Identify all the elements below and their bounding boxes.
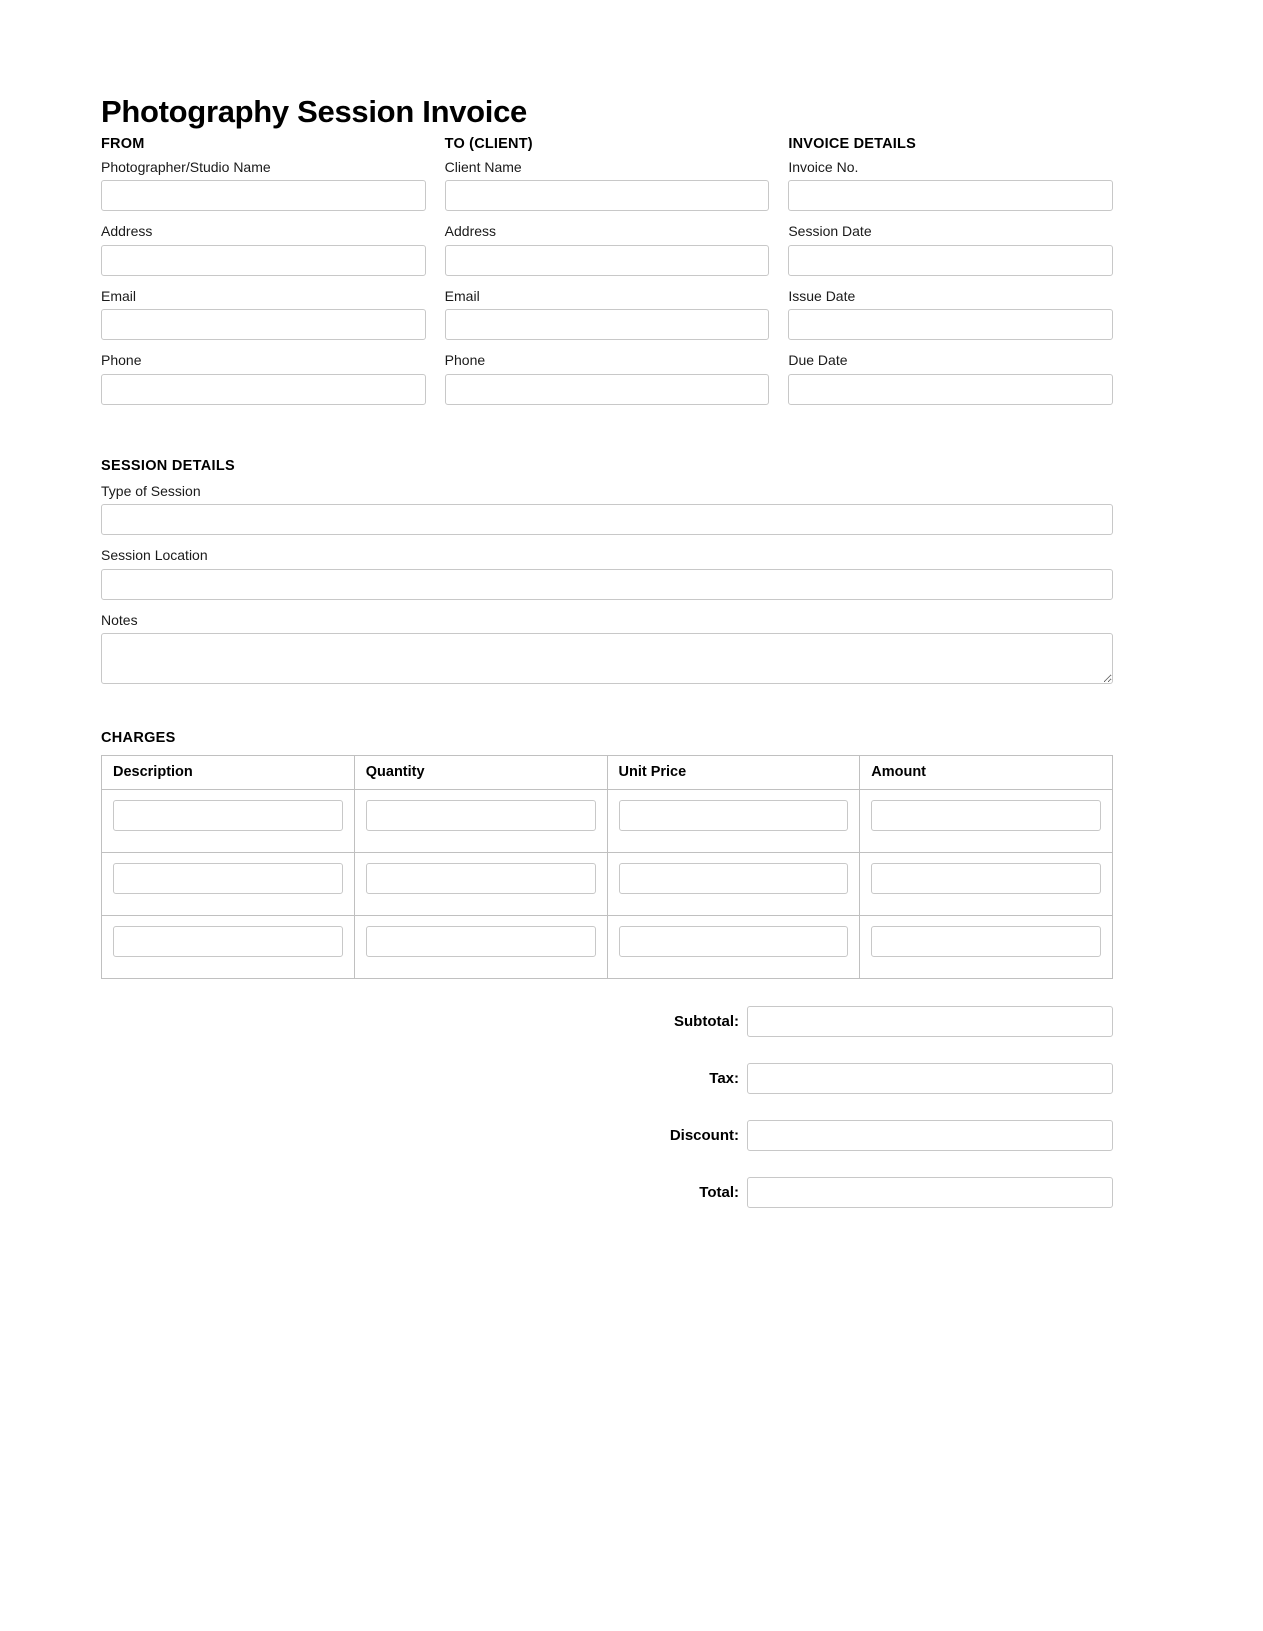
- cell-amount: [860, 916, 1113, 979]
- session-location-input[interactable]: [101, 569, 1113, 600]
- charge-amount-input-2[interactable]: [871, 863, 1101, 894]
- invoice-field-number: [788, 159, 1113, 212]
- to-client-column: [445, 136, 770, 417]
- total-row-discount: [101, 1120, 1113, 1151]
- from-column: [101, 136, 426, 417]
- cell-unit-price: [607, 853, 860, 916]
- issue-date-input[interactable]: [788, 309, 1113, 340]
- charges-section: [101, 730, 1113, 979]
- from-email-input[interactable]: [101, 309, 426, 340]
- invoice-field-due-date: [788, 352, 1113, 405]
- charge-amount-input-1[interactable]: [871, 800, 1101, 831]
- client-field-phone: [445, 352, 770, 405]
- table-row: [102, 916, 1113, 979]
- client-address-input[interactable]: [445, 245, 770, 276]
- from-field-email: [101, 288, 426, 341]
- session-field-location: [101, 547, 1113, 600]
- due-date-input[interactable]: [788, 374, 1113, 405]
- charge-unit-price-input-1[interactable]: [619, 800, 849, 831]
- notes-textarea[interactable]: [101, 633, 1113, 684]
- client-address-label: Address: [444, 223, 497, 240]
- total-input[interactable]: [747, 1177, 1113, 1208]
- client-name-label: Client Name: [444, 158, 522, 175]
- column-header-description: Description: [102, 756, 355, 790]
- from-name-input[interactable]: [101, 180, 426, 211]
- session-date-label: Session Date: [788, 223, 872, 240]
- table-row: [102, 853, 1113, 916]
- charges-table: [101, 755, 1113, 979]
- from-phone-input[interactable]: [101, 374, 426, 405]
- tax-input[interactable]: [747, 1063, 1113, 1094]
- session-location-label: Session Location: [101, 547, 208, 564]
- cell-quantity: [354, 790, 607, 853]
- cell-description: [102, 853, 355, 916]
- invoice-number-label: Invoice No.: [788, 158, 859, 175]
- subtotal-label: Subtotal:: [674, 1013, 739, 1031]
- from-email-label: Email: [101, 287, 137, 304]
- invoice-number-input[interactable]: [788, 180, 1113, 211]
- issue-date-label: Issue Date: [788, 287, 856, 304]
- session-type-input[interactable]: [101, 504, 1113, 535]
- charge-amount-input-3[interactable]: [871, 926, 1101, 957]
- table-row: [102, 790, 1113, 853]
- to-client-heading: TO (CLIENT): [444, 135, 533, 152]
- from-heading: FROM: [101, 135, 145, 152]
- total-row-subtotal: [101, 1006, 1113, 1037]
- charges-table-body: [102, 790, 1113, 979]
- page-title: Photography Session Invoice: [101, 94, 527, 129]
- session-details-heading: SESSION DETAILS: [101, 457, 235, 474]
- totals-section: [101, 1006, 1113, 1208]
- charge-description-input-1[interactable]: [113, 800, 343, 831]
- charges-table-head: [102, 756, 1113, 790]
- notes-label: Notes: [101, 611, 138, 628]
- discount-label: Discount:: [669, 1127, 739, 1145]
- client-phone-input[interactable]: [445, 374, 770, 405]
- client-phone-label: Phone: [444, 352, 486, 369]
- cell-amount: [860, 790, 1113, 853]
- charge-quantity-input-3[interactable]: [366, 926, 596, 957]
- client-field-name: [445, 159, 770, 212]
- due-date-label: Due Date: [788, 352, 848, 369]
- invoice-details-column: [788, 136, 1113, 417]
- cell-unit-price: [607, 790, 860, 853]
- discount-input[interactable]: [747, 1120, 1113, 1151]
- session-date-input[interactable]: [788, 245, 1113, 276]
- session-field-notes: [101, 612, 1113, 685]
- total-label: Total:: [699, 1184, 739, 1202]
- column-header-amount: Amount: [860, 756, 1113, 790]
- parties-and-details-row: [101, 136, 1113, 417]
- charge-description-input-2[interactable]: [113, 863, 343, 894]
- cell-unit-price: [607, 916, 860, 979]
- from-phone-label: Phone: [101, 352, 142, 369]
- from-field-address: [101, 223, 426, 276]
- column-header-unit-price: Unit Price: [607, 756, 860, 790]
- invoice-field-issue-date: [788, 288, 1113, 341]
- from-name-label: Photographer/Studio Name: [101, 158, 271, 175]
- client-field-address: [445, 223, 770, 276]
- session-details-section: [101, 458, 1113, 685]
- column-header-quantity: Quantity: [354, 756, 607, 790]
- invoice-details-heading: INVOICE DETAILS: [788, 135, 916, 152]
- subtotal-input[interactable]: [747, 1006, 1113, 1037]
- session-field-type: [101, 483, 1113, 536]
- tax-label: Tax:: [709, 1070, 739, 1088]
- charge-quantity-input-1[interactable]: [366, 800, 596, 831]
- cell-quantity: [354, 853, 607, 916]
- charge-quantity-input-2[interactable]: [366, 863, 596, 894]
- from-address-input[interactable]: [101, 245, 426, 276]
- client-email-input[interactable]: [445, 309, 770, 340]
- cell-description: [102, 790, 355, 853]
- cell-amount: [860, 853, 1113, 916]
- from-field-name: [101, 159, 426, 212]
- charges-header-row: [102, 756, 1113, 790]
- charge-unit-price-input-3[interactable]: [619, 926, 849, 957]
- invoice-field-session-date: [788, 223, 1113, 276]
- charges-heading: CHARGES: [101, 730, 176, 747]
- charge-unit-price-input-2[interactable]: [619, 863, 849, 894]
- client-email-label: Email: [444, 287, 480, 304]
- cell-description: [102, 916, 355, 979]
- client-field-email: [445, 288, 770, 341]
- session-type-label: Type of Session: [101, 482, 201, 499]
- from-field-phone: [101, 352, 426, 405]
- total-row-tax: [101, 1063, 1113, 1094]
- total-row-total: [101, 1177, 1113, 1208]
- from-address-label: Address: [101, 223, 153, 240]
- client-name-input[interactable]: [445, 180, 770, 211]
- cell-quantity: [354, 916, 607, 979]
- charge-description-input-3[interactable]: [113, 926, 343, 957]
